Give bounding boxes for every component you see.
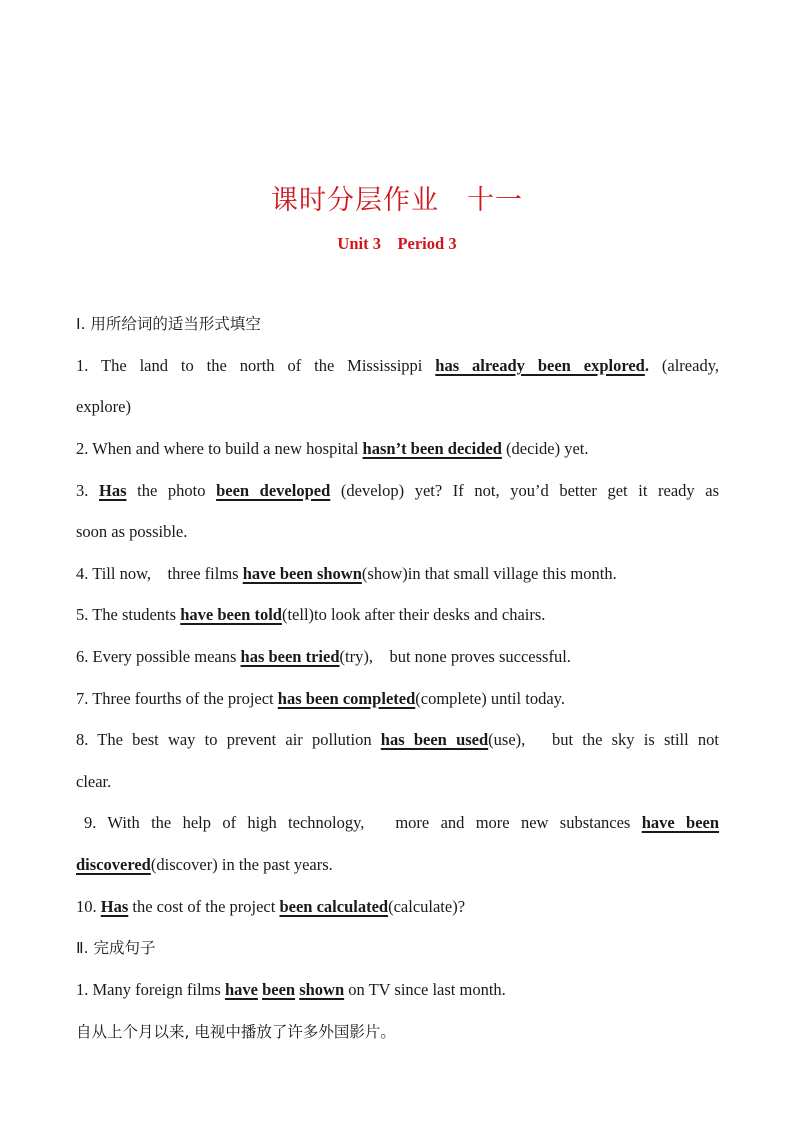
question-4	[76, 563, 719, 585]
q1-number: 1.	[76, 356, 89, 375]
q2-answer: hasn’t been decided	[362, 439, 502, 458]
s2q1-answer-1: have	[224, 980, 258, 999]
question-5	[76, 604, 719, 626]
q5-number: 5.	[76, 605, 89, 624]
page-title: 课时分层作业 十一	[271, 185, 523, 216]
q3-answer-1: Has	[98, 481, 127, 500]
q2-text-pre: When and where to build a new hospital	[92, 439, 359, 458]
q7-number: 7.	[76, 689, 89, 708]
q7-text-post: (complete) until today.	[415, 689, 565, 708]
q10-answer-2: been calculated	[279, 897, 389, 916]
section-2-question-1-chinese: 自从上个月以来, 电视中播放了许多外国影片。	[76, 1023, 396, 1041]
q3-text-mid: the photo	[137, 481, 206, 500]
q10-answer-1: Has	[100, 897, 129, 916]
q4-number: 4.	[76, 564, 89, 583]
q1-text-pre: The land to the north of the Mississippi	[101, 356, 423, 375]
q9-number: 9.	[84, 813, 97, 832]
question-9-continued	[76, 854, 719, 876]
q9-text-pre: With the help of high technology, more and more new substances	[107, 813, 631, 832]
q9-text-post: (discover) in the past years.	[150, 855, 333, 874]
question-1-continued: explore)	[76, 397, 131, 416]
s2q1-answer-3: shown	[299, 980, 345, 999]
q5-answer: have been told	[180, 605, 282, 624]
q4-text-post: (show)in that small village this month.	[361, 564, 617, 583]
question-10	[76, 896, 719, 918]
section-1-heading: Ⅰ. 用所给词的适当形式填空	[76, 315, 261, 333]
q3-text-post: (develop) yet? If not, you’d better get it ready as	[340, 481, 720, 500]
q10-text-post: (calculate)?	[388, 897, 466, 916]
question-9	[84, 812, 719, 834]
q8-text-pre: The best way to prevent air pollution	[97, 730, 372, 749]
q1-answer: has already been explored	[435, 356, 645, 375]
question-1	[76, 355, 719, 377]
q8-text-post: (use), but the sky is still not	[488, 730, 720, 749]
q5-text-post: (tell)to look after their desks and chairs.	[281, 605, 546, 624]
s2q1-number: 1.	[76, 980, 89, 999]
s2q1-answer-2: been	[262, 980, 296, 999]
q9-answer: have been	[641, 813, 720, 832]
s2q1-text-pre: Many foreign films	[92, 980, 221, 999]
q6-text-post: (try), but none proves successful.	[339, 647, 571, 666]
q7-answer: has been completed	[277, 689, 416, 708]
q6-text-pre: Every possible means	[92, 647, 237, 666]
q10-number: 10.	[76, 897, 97, 916]
q2-number: 2.	[76, 439, 89, 458]
question-2	[76, 438, 719, 460]
section-2-heading: Ⅱ. 完成句子	[76, 939, 156, 957]
q3-answer-2: been developed	[216, 481, 331, 500]
q4-answer: have been shown	[242, 564, 362, 583]
q8-answer: has been used	[380, 730, 489, 749]
page-subtitle: Unit 3 Period 3	[337, 234, 457, 253]
q6-number: 6.	[76, 647, 89, 666]
q1-hint: (already,	[661, 356, 720, 375]
q10-text-mid: the cost of the project	[132, 897, 276, 916]
q3-number: 3.	[76, 481, 89, 500]
question-6	[76, 646, 719, 668]
q1-period: .	[644, 356, 649, 375]
section-2-question-1	[76, 979, 719, 1001]
q2-text-post: (decide) yet.	[506, 439, 589, 458]
question-3-continued: soon as possible.	[76, 522, 188, 541]
q4-text-pre: Till now, three films	[92, 564, 239, 583]
q5-text-pre: The students	[92, 605, 177, 624]
question-3	[76, 480, 719, 502]
q7-text-pre: Three fourths of the project	[92, 689, 274, 708]
question-7	[76, 688, 719, 710]
question-8	[76, 729, 719, 751]
q6-answer: has been tried	[240, 647, 340, 666]
q9-answer-continued: discovered	[76, 855, 151, 874]
question-8-continued: clear.	[76, 772, 112, 791]
q8-number: 8.	[76, 730, 89, 749]
s2q1-text-post: on TV since last month.	[348, 980, 506, 999]
